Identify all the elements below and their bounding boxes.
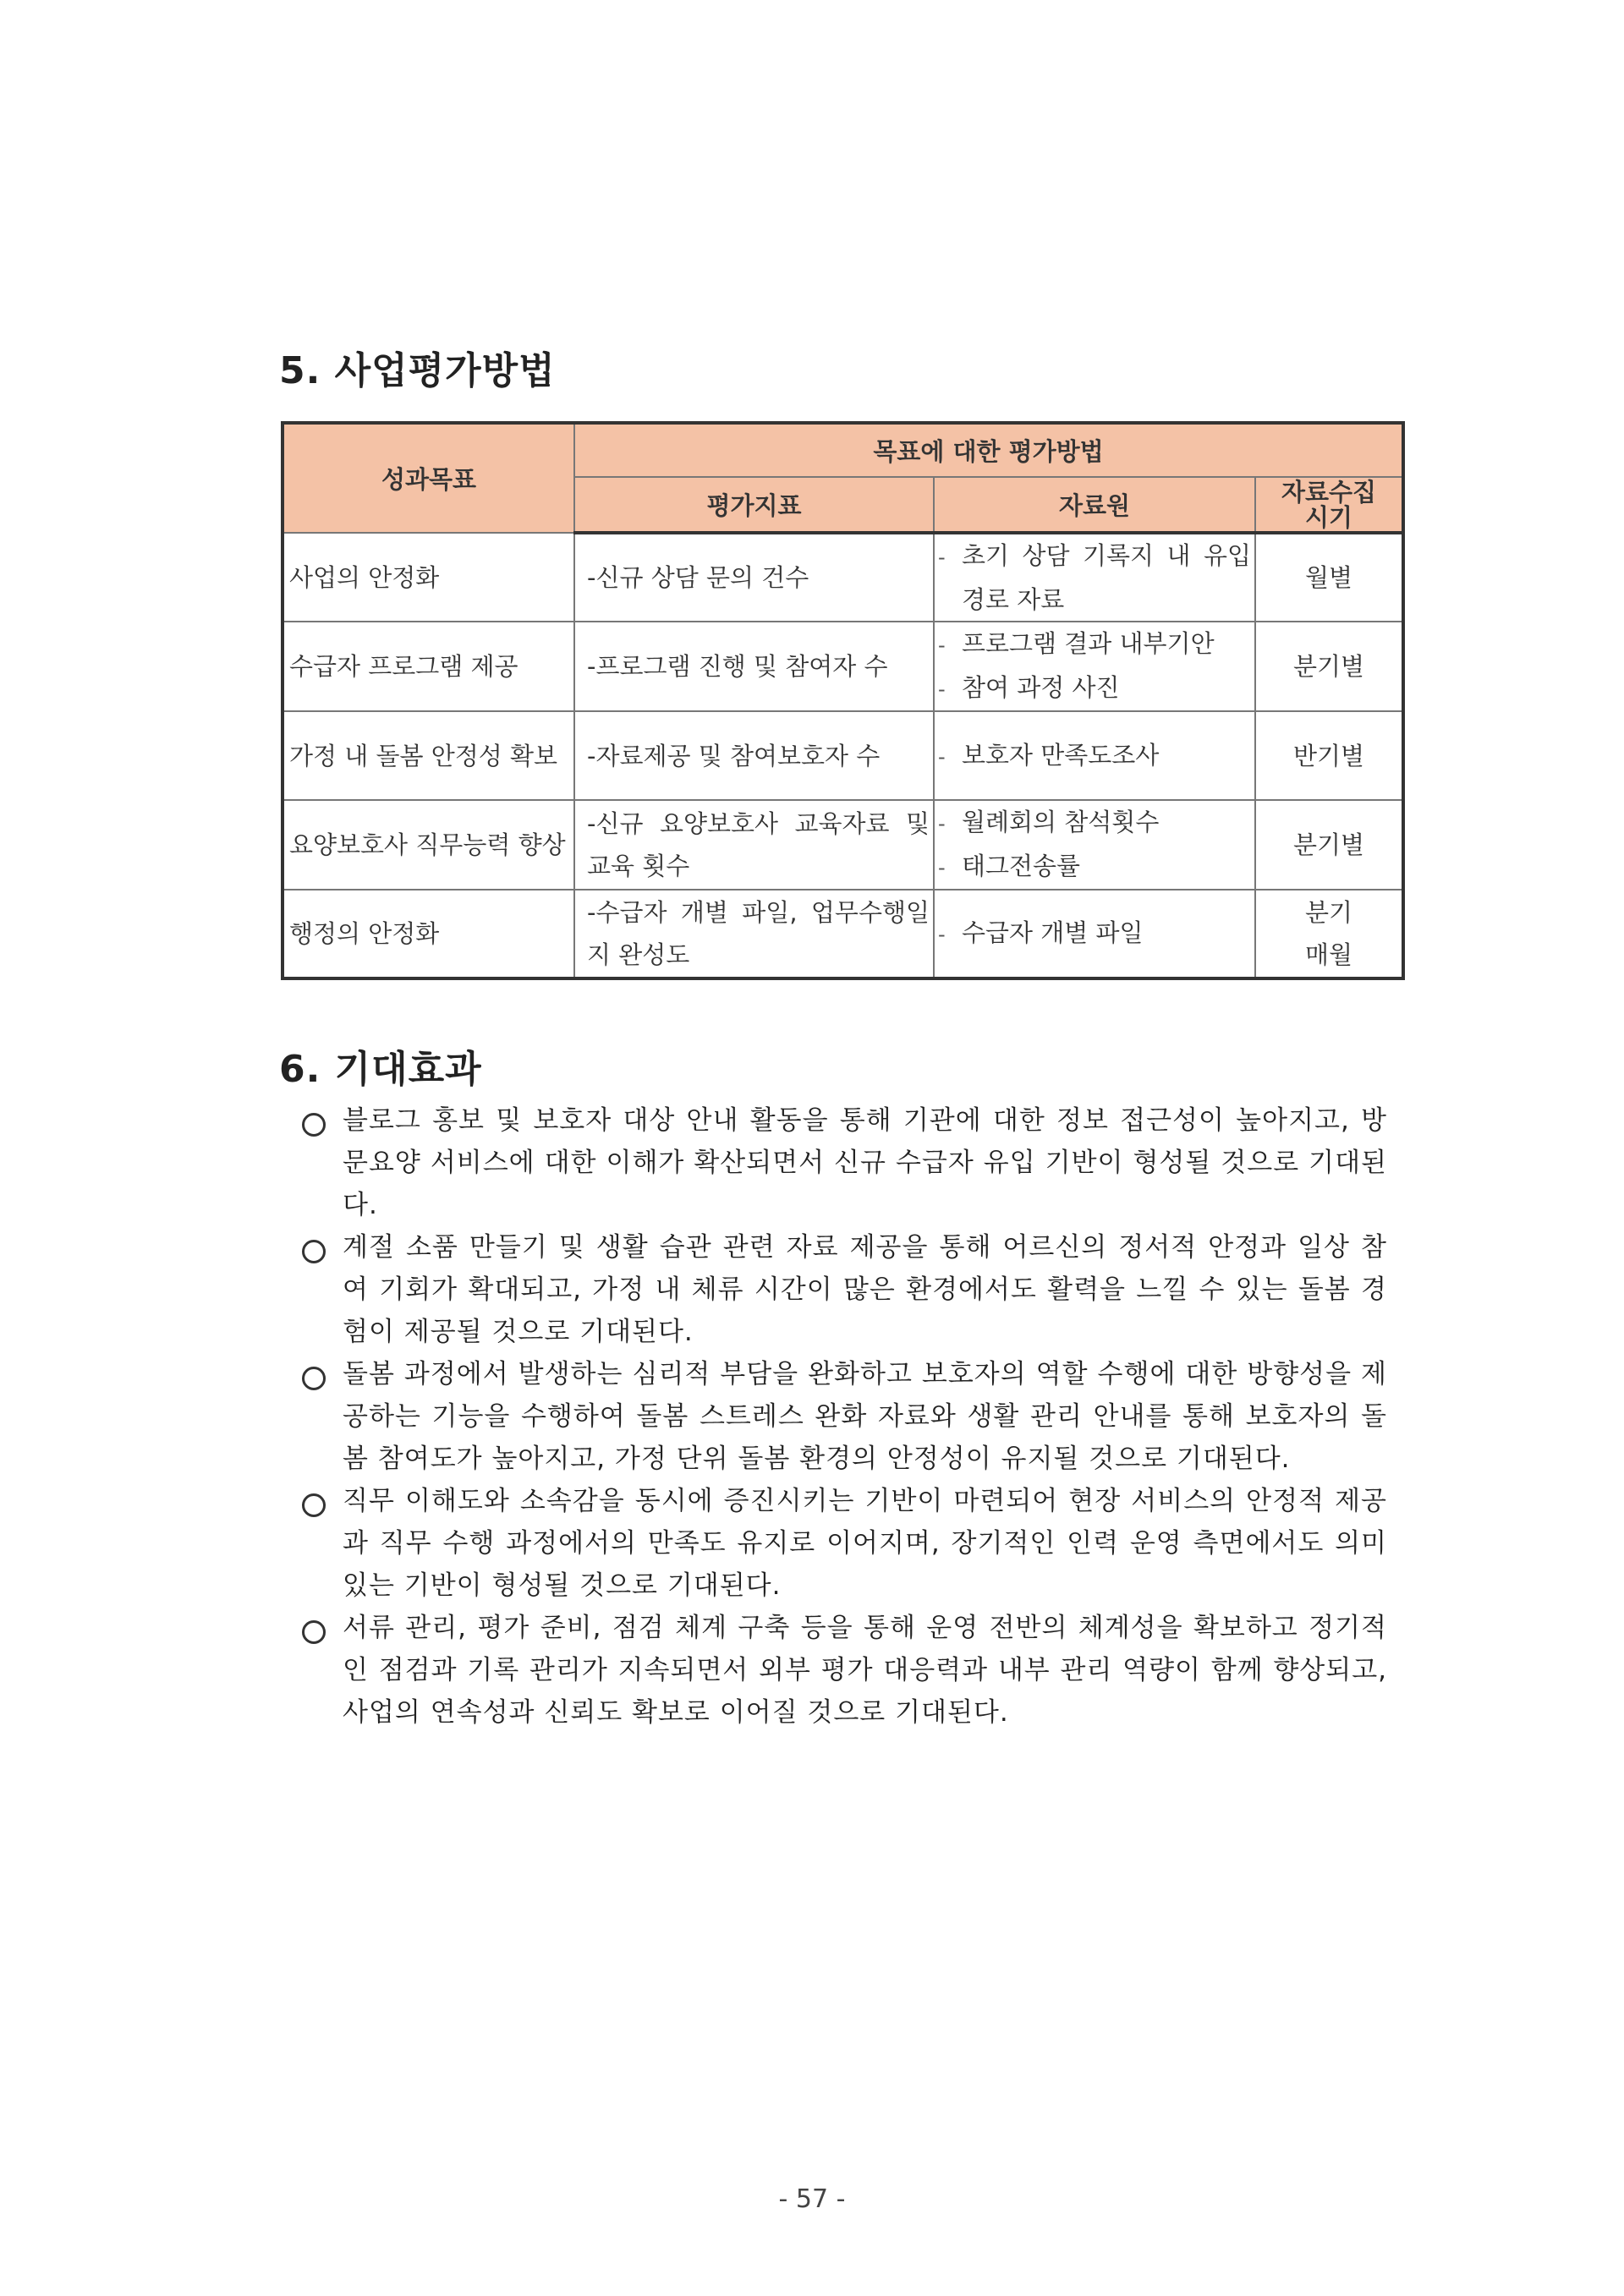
list-item — [300, 1607, 1387, 1734]
table-row — [283, 533, 1403, 622]
source-cell — [934, 622, 1255, 711]
indicator-line: -자료제공 및 참여보호자 수 — [587, 741, 881, 770]
table-row — [283, 800, 1403, 890]
list-dash: - — [938, 856, 946, 879]
circle-bullet-icon — [302, 1113, 326, 1137]
indicator-cell — [574, 890, 934, 978]
goal-cell: 요양보호사 직무능력 향상 — [283, 800, 574, 890]
timing-cell — [1255, 890, 1403, 978]
list-item — [300, 1353, 1387, 1480]
header-timing-line1: 자료수집 — [1281, 477, 1377, 507]
timing-cell — [1255, 622, 1403, 711]
page-number: - 57 - — [778, 2184, 846, 2214]
source-cell — [934, 711, 1255, 800]
table-header-row — [283, 423, 1403, 477]
table-row — [283, 890, 1403, 978]
source-cell — [934, 533, 1255, 622]
circle-bullet-icon — [302, 1493, 326, 1517]
source-line: 프로그램 결과 내부기안 — [962, 629, 1215, 658]
list-dash: - — [938, 744, 946, 769]
goal-cell: 사업의 안정화 — [283, 533, 574, 622]
source-line: 태그전송률 — [962, 852, 1081, 880]
list-item — [300, 1099, 1387, 1226]
timing-cell — [1255, 800, 1403, 890]
source-line: 수급자 개별 파일 — [962, 918, 1144, 947]
header-method-group: 목표에 대한 평가방법 — [574, 423, 1403, 477]
indicator-line: -신규 상담 문의 건수 — [587, 563, 809, 592]
source-line: 월례회의 참석횟수 — [962, 808, 1160, 836]
timing-value: 분기 — [1305, 898, 1353, 927]
goal-cell: 수급자 프로그램 제공 — [283, 622, 574, 711]
list-dash: - — [938, 923, 946, 946]
circle-bullet-icon — [302, 1367, 326, 1390]
list-item — [300, 1226, 1387, 1353]
header-source: 자료원 — [934, 477, 1255, 533]
indicator-cell — [574, 800, 934, 890]
source-cell — [934, 800, 1255, 890]
header-indicator: 평가지표 — [574, 477, 934, 533]
source-item — [938, 666, 1251, 710]
source-line: 초기 상담 기록지 내 유입 — [962, 541, 1251, 570]
effect-text: 돌봄 과정에서 발생하는 심리적 부담을 완화하고 보호자의 역할 수행에 대한 방향성을 제공하는 기능을 수행하여 돌봄 스트레스 완화 자료와 생활 관리 안내를 통해 보호자의 돌봄 참여도가 높아지고, 가정 단위 돌봄 환경의 안정성이 유지될 것으로 기대된다. — [343, 1359, 1387, 1474]
indicator-line: 지 완성도 — [587, 940, 690, 969]
source-item — [938, 534, 1251, 578]
list-dash: - — [938, 633, 946, 657]
evaluation-table — [281, 421, 1405, 980]
timing-value: 반기별 — [1292, 741, 1365, 770]
goal-cell: 가정 내 돌봄 안정성 확보 — [283, 711, 574, 800]
effect-text: 직무 이해도와 소속감을 동시에 증진시키는 기반이 마련되어 현장 서비스의 안정적 제공과 직무 수행 과정에서의 만족도 유지로 이어지며, 장기적인 인력 운영 측면에서도 의미 있는 기반이 형성될 것으로 기대된다. — [343, 1486, 1387, 1601]
source-item — [938, 801, 1251, 845]
effect-text: 계절 소품 만들기 및 생활 습관 관련 자료 제공을 통해 어르신의 정서적 안정과 일상 참여 기회가 확대되고, 가정 내 체류 시간이 많은 환경에서도 활력을 느낄 수 있는 돌봄 경험이 제공될 것으로 기대된다. — [343, 1232, 1387, 1347]
list-dash: - — [938, 812, 946, 836]
header-timing-line2: 시기 — [1305, 502, 1353, 532]
effect-text: 서류 관리, 평가 준비, 점검 체계 구축 등을 통해 운영 전반의 체계성을 확보하고 정기적인 점검과 기록 관리가 지속되면서 외부 평가 대응력과 내부 관리 역량이 함께 향상되고, 사업의 연속성과 신뢰도 확보로 이어질 것으로 기대된다. — [343, 1613, 1387, 1728]
source-item — [938, 912, 1251, 956]
source-cell — [934, 890, 1255, 978]
source-item — [938, 845, 1251, 889]
list-item — [300, 1480, 1387, 1607]
timing-cell — [1255, 711, 1403, 800]
indicator-line: 교육 횟수 — [587, 852, 690, 880]
section-title-expected-effects: 6. 기대효과 — [279, 1048, 482, 1091]
source-item — [938, 622, 1251, 666]
list-dash: - — [938, 677, 946, 701]
timing-value: 매월 — [1305, 940, 1353, 969]
goal-cell: 행정의 안정화 — [283, 890, 574, 978]
header-timing — [1255, 477, 1403, 533]
source-line: 보호자 만족도조사 — [962, 740, 1160, 770]
list-dash: - — [938, 545, 946, 569]
indicator-line: -프로그램 진행 및 참여자 수 — [587, 652, 888, 681]
header-goal: 성과목표 — [283, 423, 574, 533]
indicator-cell — [574, 533, 934, 622]
source-item-continuation — [938, 578, 1251, 621]
timing-cell — [1255, 533, 1403, 622]
source-item — [938, 734, 1251, 778]
source-line: 참여 과정 사진 — [962, 673, 1120, 702]
indicator-line: -수급자 개별 파일, 업무수행일 — [587, 898, 930, 927]
expected-effects-list — [300, 1099, 1387, 1734]
table-row — [283, 622, 1403, 711]
indicator-cell — [574, 622, 934, 711]
source-line: 경로 자료 — [962, 585, 1065, 614]
circle-bullet-icon — [302, 1240, 326, 1263]
timing-value: 분기별 — [1292, 830, 1365, 859]
section-title-evaluation: 5. 사업평가방법 — [279, 349, 556, 392]
timing-value: 월별 — [1305, 563, 1353, 592]
timing-value: 분기별 — [1292, 652, 1365, 681]
indicator-cell — [574, 711, 934, 800]
circle-bullet-icon — [302, 1620, 326, 1644]
effect-text: 블로그 홍보 및 보호자 대상 안내 활동을 통해 기관에 대한 정보 접근성이 높아지고, 방문요양 서비스에 대한 이해가 확산되면서 신규 수급자 유입 기반이 형성될 것으로 기대된다. — [343, 1105, 1387, 1220]
table-row — [283, 711, 1403, 800]
indicator-line: -신규 요양보호사 교육자료 및 — [587, 809, 930, 838]
